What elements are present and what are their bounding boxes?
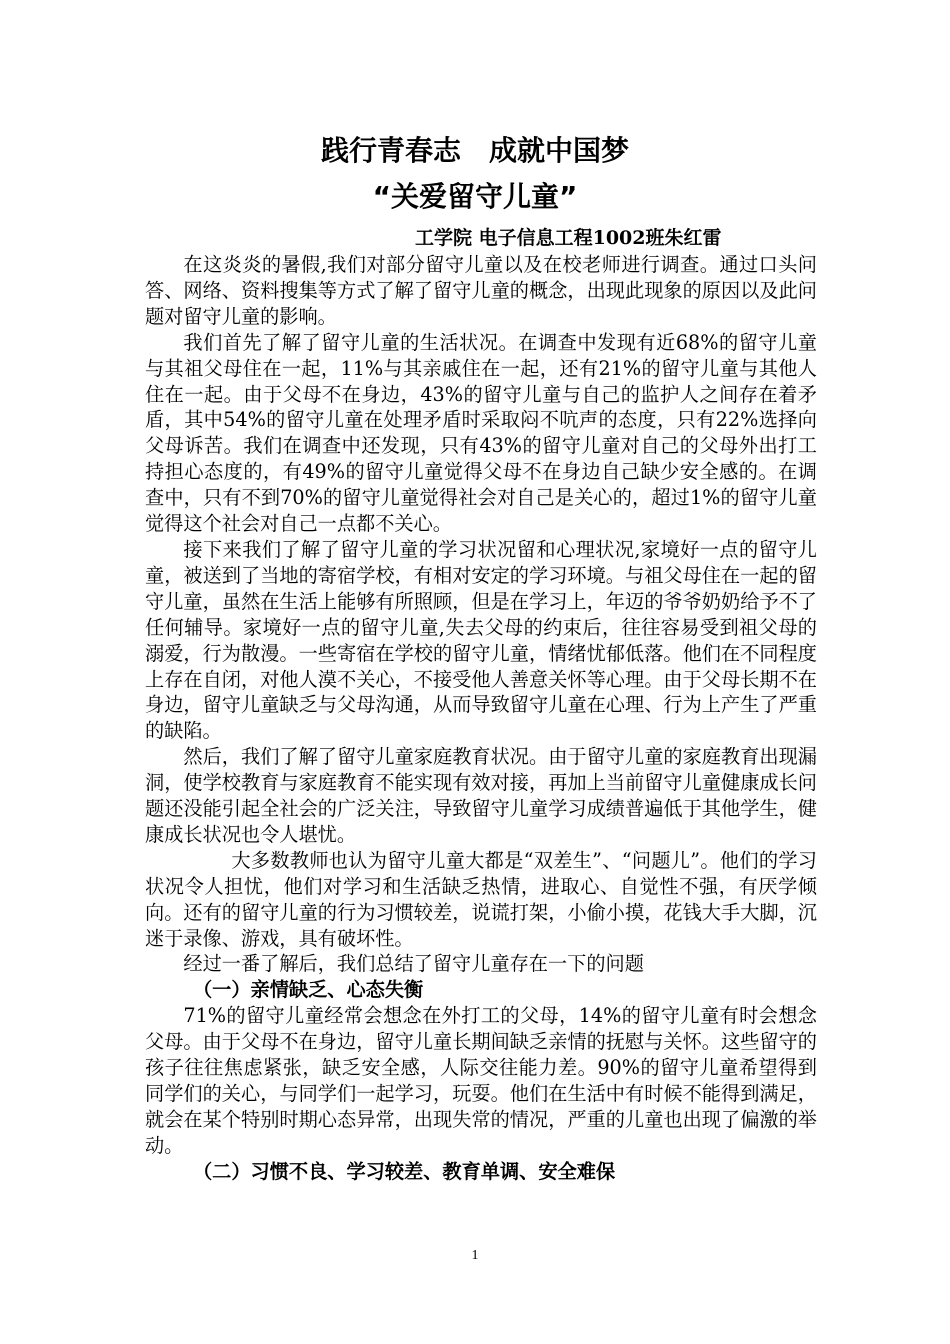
page-number: 1 [471,1248,479,1263]
document-body [145,252,817,1185]
paragraph-living-conditions: 我们首先了解了留守儿童的生活状况。在调查中发现有近68%的留守儿童与其祖父母住在一起，11%与其亲戚住在一起，还有21%的留守儿童与其他人住在一起。由于父母不在身边，43%的留守儿童与自己的监护人之间存在着矛盾，其中54%的留守儿童在处理矛盾时采取闷不吭声的态度，只有22%选择向父母诉苦。我们在调查中还发现，只有43%的留守儿童对自己的父母外出打工持担心态度的，有49%的留守儿童觉得父母不在身边自己缺少安全感的。在调查中，只有不到70%的留守儿童觉得社会对自己是关心的，超过1%的留守儿童觉得这个社会对自己一点都不关心。 [145,330,817,536]
author-line: 工学院 电子信息工程1002班朱红雷 [415,227,722,249]
section-heading-2: （二）习惯不良、学习较差、教育单调、安全难保 [193,1159,616,1183]
paragraph-family-education: 然后，我们了解了留守儿童家庭教育状况。由于留守儿童的家庭教育出现漏洞，使学校教育与家庭教育不能实现有效对接，再加上当前留守儿童健康成长问题还没能引起全社会的广泛关注，导致留守儿童学习成绩普遍低于其他学生，健康成长状况也令人堪忧。 [145,745,817,846]
paragraph-summary-intro: 经过一番了解后，我们总结了留守儿童存在一下的问题 [183,952,644,976]
paragraph-teacher-views: 大多数教师也认为留守儿童大都是“双差生”、“问题儿”。他们的学习状况令人担忧，他们对学习和生活缺乏热情，进取心、自觉性不强，有厌学倾向。还有的留守儿童的行为习惯较差，说谎打架，小偷小摸，花钱大手大脚，沉迷于录像、游戏，具有破坏性。 [145,848,817,950]
document-subtitle: “关爱留守儿童” [372,180,578,213]
document-title: 践行青春志 成就中国梦 [320,134,629,167]
paragraph-intro: 在这炎炎的暑假,我们对部分留守儿童以及在校老师进行调查。通过口头问答、网络、资料搜集等方式了解了留守儿童的概念，出现此现象的原因以及此问题对留守儿童的影响。 [145,253,817,328]
section-heading-1: （一）亲情缺乏、心态失衡 [193,978,424,1002]
paragraph-affection-lack: 71%的留守儿童经常会想念在外打工的父母，14%的留守儿童有时会想念父母。由于父母不在身边，留守儿童长期间缺乏亲情的抚慰与关怀。这些留守的孩子往往焦虑紧张，缺乏安全感，人际交往能力差。90%的留守儿童希望得到同学们的关心，与同学们一起学习，玩耍。他们在生活中有时候不能得到满足，就会在某个特别时期心态异常，出现失常的情况，严重的儿童也出现了偏激的举动。 [145,1004,817,1157]
paragraph-study-and-psychology: 接下来我们了解了留守儿童的学习状况留和心理状况,家境好一点的留守儿童，被送到了当地的寄宿学校，有相对安定的学习环境。与祖父母住在一起的留守儿童，虽然在生活上能够有所照顾，但是在学习上，年迈的爷爷奶奶给予不了任何辅导。家境好一点的留守儿童,失去父母的约束后，往往容易受到祖父母的溺爱，行为散漫。一些寄宿在学校的留守儿童，情绪忧郁低落。他们在不同程度上存在自闭，对他人漠不关心，不接受他人善意关怀等心理。由于父母长期不在身边，留守儿童缺乏与父母沟通，从而导致留守儿童在心理、行为上产生了严重的缺陷。 [145,537,817,743]
